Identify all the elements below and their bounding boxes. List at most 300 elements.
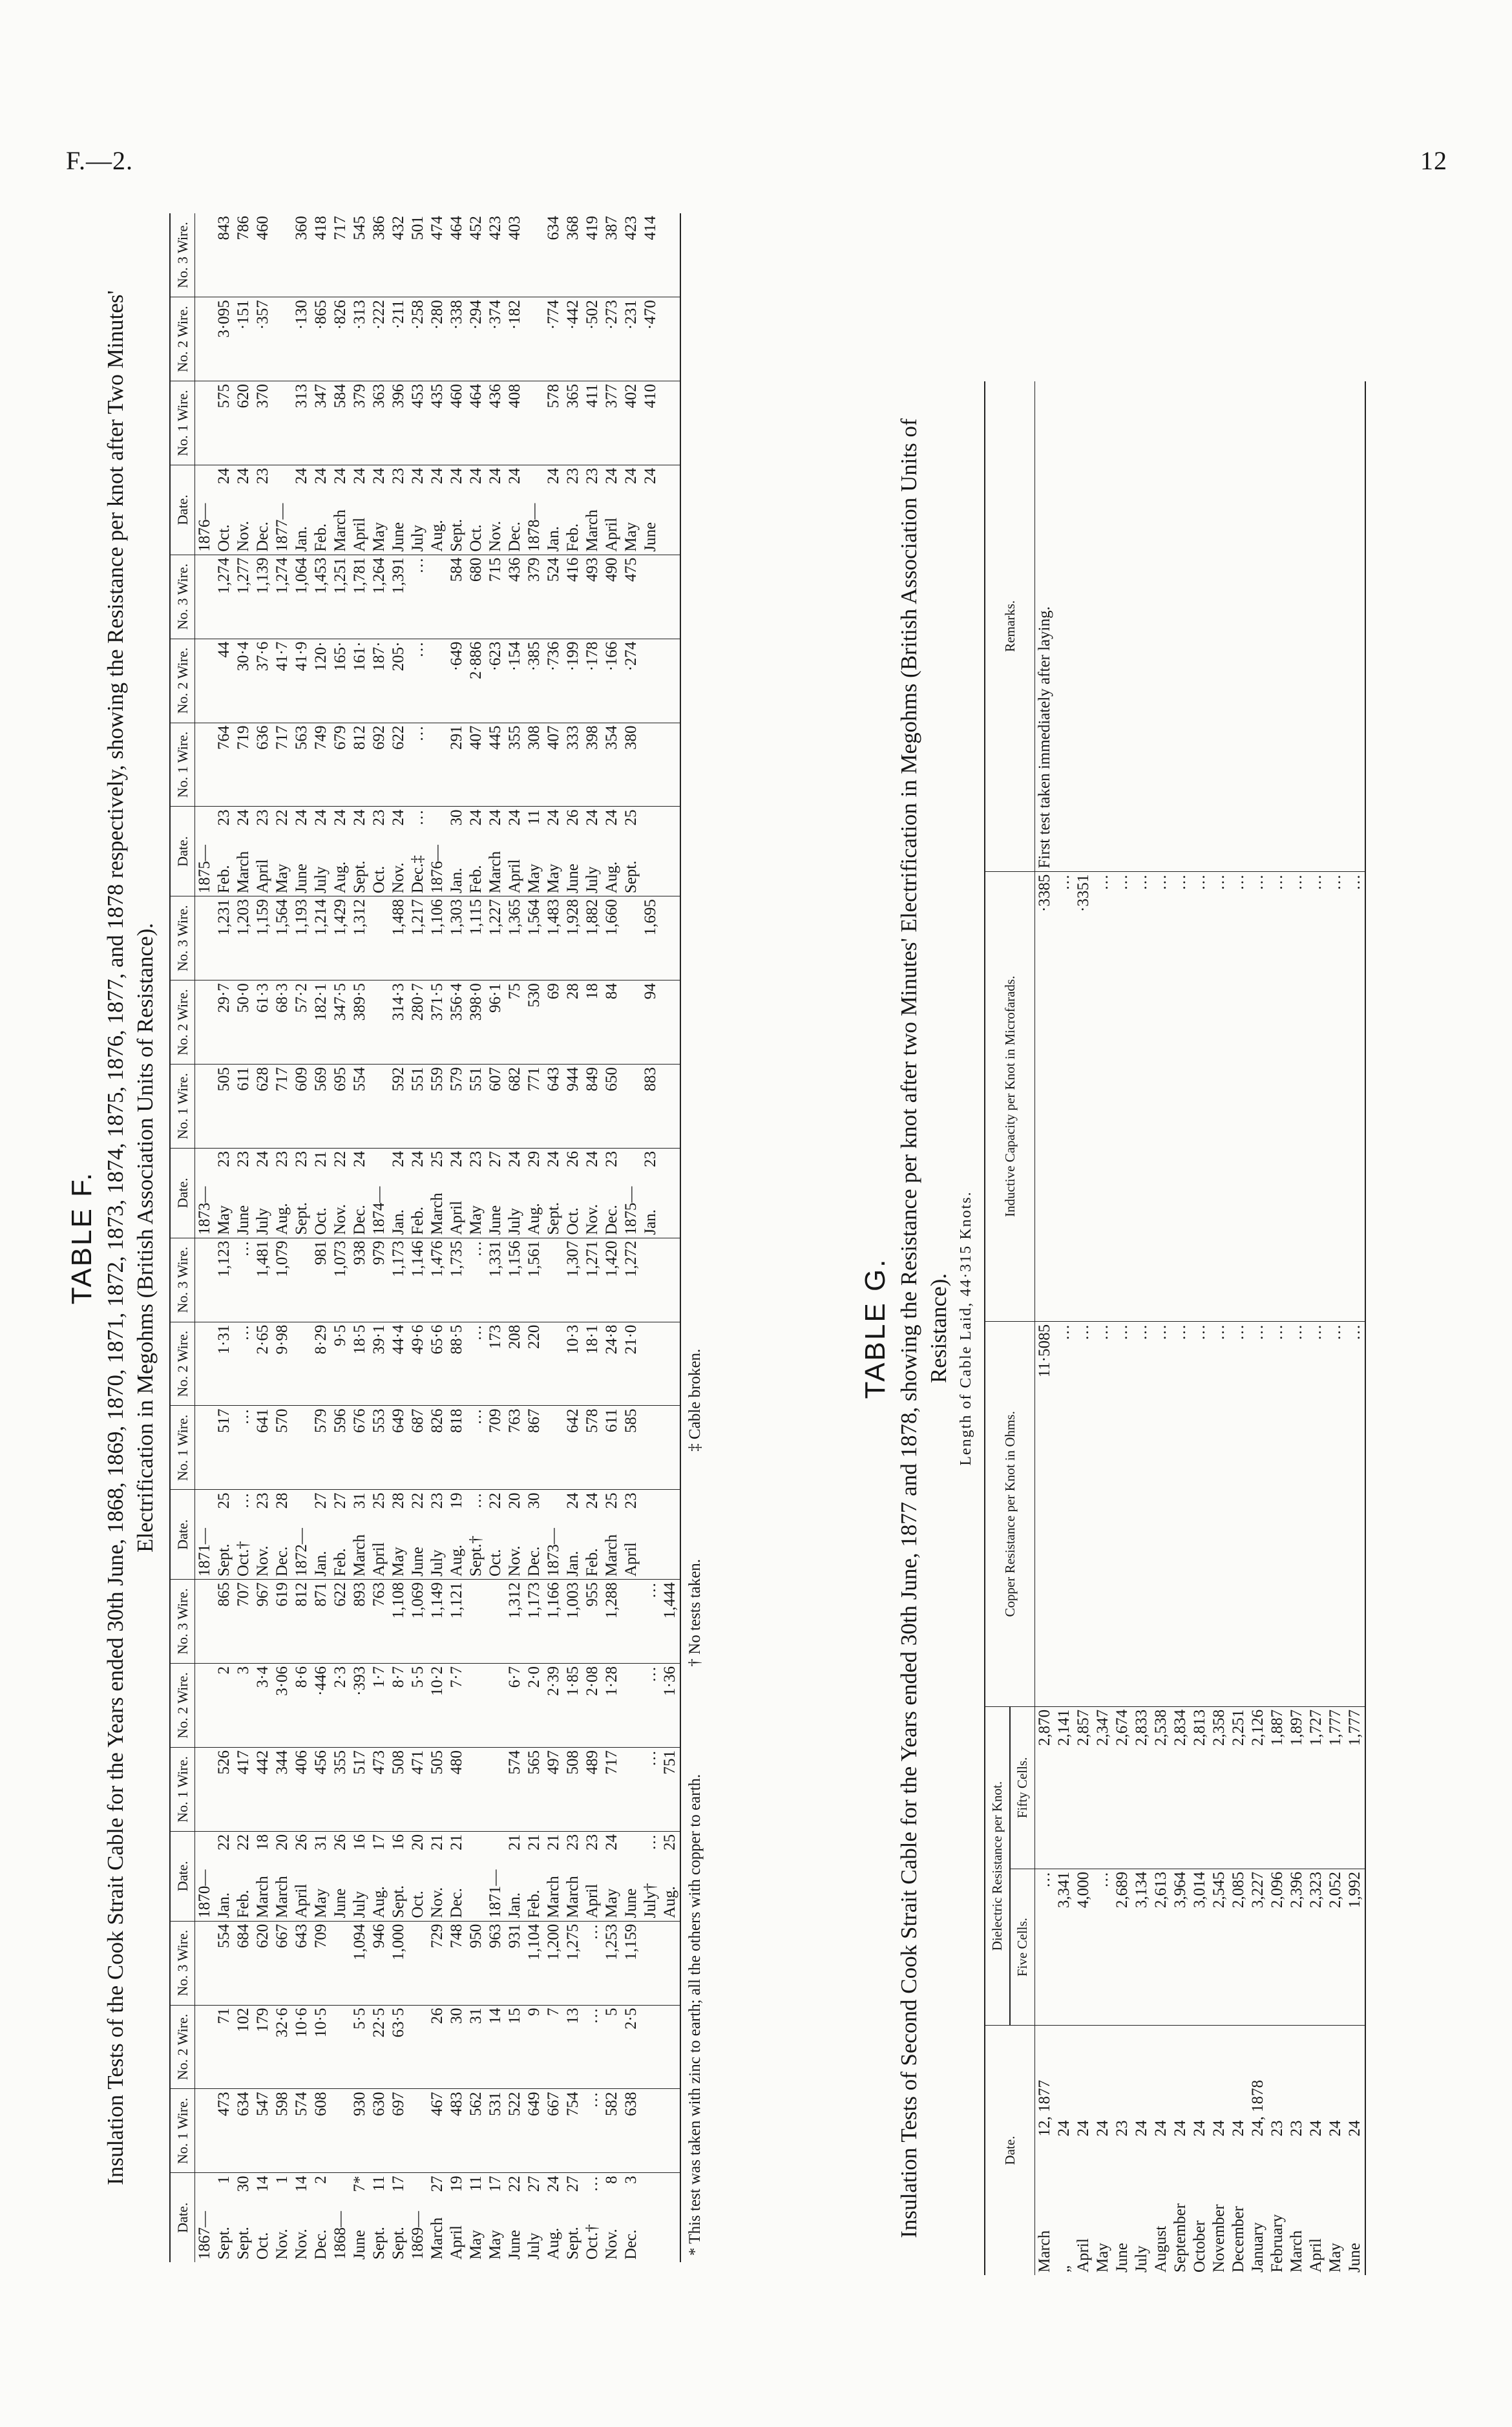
date-day [331, 2173, 350, 2199]
date-month: Sept. [389, 1857, 408, 1921]
wire-1-value: 649 [525, 2089, 544, 2173]
date-day: 24 [1230, 2120, 1247, 2137]
wire-3-value: 432 [389, 213, 408, 297]
wire-2-value: 280·7 [408, 980, 428, 1065]
date-month: Feb. [331, 1516, 350, 1580]
wire-3-value: 1,444 [660, 1580, 680, 1664]
wire-3-value: 1,173 [525, 1580, 544, 1664]
date-day: 7* [351, 2176, 368, 2192]
date-month: July [428, 1516, 447, 1580]
wire-1-value: 751 [660, 1747, 680, 1831]
date-month: July† [641, 1857, 660, 1921]
wire-2-value: 49·6 [408, 1322, 428, 1406]
wire-3-value: 493 [583, 555, 602, 639]
wire-1-value: 826 [428, 1406, 447, 1490]
page-header-left: F.—2. [66, 146, 134, 175]
date-month: April [447, 1174, 467, 1238]
table-f-section [66, 213, 815, 2262]
wire-2-value: ·446 [311, 1664, 331, 1748]
wire-1-value: 641 [253, 1406, 273, 1490]
wire-1-value: … [583, 2089, 602, 2173]
wire-2-value: 68·3 [273, 980, 292, 1065]
date-day: 24 [331, 809, 349, 826]
wire-3-value: 1,203 [234, 896, 253, 980]
wire-2-value [408, 2005, 428, 2089]
col-date: Date. [170, 807, 195, 896]
wire-1-value [331, 2089, 350, 2173]
wire-1-value: 609 [292, 1065, 311, 1149]
wire-1-value: 291 [447, 723, 467, 807]
date-month: May [370, 491, 389, 555]
date-month: July [1133, 2245, 1150, 2273]
date-day [292, 1490, 311, 1516]
date-month: Feb. [408, 1174, 428, 1238]
wire-3-value [428, 555, 447, 639]
wire-3-value: 1,251 [331, 555, 350, 639]
date-month: Sept. [235, 2227, 252, 2260]
table-row [544, 213, 563, 2262]
wire-3-value: 423 [622, 213, 641, 297]
date-month: Oct. [370, 832, 389, 896]
date-day: 21 [428, 1834, 446, 1850]
wire-2-value: 41·7 [273, 639, 292, 723]
date-month: Sept. [292, 1174, 311, 1238]
date-day: 25 [660, 1831, 680, 1857]
wire-3-value: 1,453 [311, 555, 331, 639]
date-day: 14 [293, 2176, 310, 2192]
inductive-value: … [1248, 871, 1268, 1321]
wire-2-value: ·273 [602, 297, 622, 381]
date-day: 23 [1268, 2120, 1286, 2137]
wire-1-value: 436 [486, 381, 505, 465]
date-day: 26 [293, 1834, 310, 1850]
five-cells-value: 2,052 [1326, 1869, 1345, 2025]
wire-1-value: 717 [273, 1065, 292, 1149]
wire-2-value: 179 [253, 2005, 273, 2089]
date-month: Jan. [641, 1174, 660, 1238]
wire-1-value: 396 [389, 381, 408, 465]
date-month: Nov. [428, 1857, 447, 1921]
date-month: Nov. [603, 2229, 620, 2260]
wire-3-value: 1,149 [428, 1580, 447, 1664]
date-day: 27 [525, 2176, 543, 2192]
wire-1-value: 453 [408, 381, 428, 465]
wire-1-value: 554 [350, 1065, 370, 1149]
date-day: 19 [448, 1492, 465, 1509]
wire-1-value: 377 [602, 381, 622, 465]
wire-1-value: 582 [602, 2089, 622, 2173]
wire-1-value: 410 [641, 381, 660, 465]
date-day: 24 [1307, 2120, 1325, 2137]
wire-1-value: 407 [467, 723, 486, 807]
wire-3-value [331, 1921, 350, 2005]
date-day: … [235, 1492, 252, 1509]
date-day: 20 [506, 1492, 523, 1509]
wire-3-value: 1,564 [273, 896, 292, 980]
date-day: … [467, 1492, 485, 1509]
date-day: 24 [545, 2176, 562, 2192]
wire-3-value: 717 [331, 213, 350, 297]
five-cells-value: … [1035, 1869, 1055, 2025]
wire-3-value: 464 [447, 213, 467, 297]
date-month: June [506, 2230, 523, 2260]
wire-3-value: 967 [253, 1580, 273, 1664]
wire-1-value [292, 1406, 311, 1490]
date-month: 1868— [331, 2211, 349, 2260]
date-month: Nov. [583, 1174, 602, 1238]
wire-2-value [331, 2005, 350, 2089]
date-day: 24 [448, 1150, 465, 1167]
date-day: 23 [293, 1150, 310, 1167]
wire-1-value: … [234, 1406, 253, 1490]
date-day [195, 807, 215, 832]
wire-1-value: 547 [253, 2089, 273, 2173]
wire-3-value: 545 [350, 213, 370, 297]
copper-value: … [1345, 1321, 1365, 1706]
wire-1-value: 522 [505, 2089, 525, 2173]
date-month: May [1327, 2243, 1344, 2273]
date-day: 24 [1327, 2120, 1344, 2137]
wire-1-value: 628 [253, 1065, 273, 1149]
wire-2-value: 7·7 [447, 1664, 467, 1748]
date-day: 24 [642, 467, 659, 484]
wire-1-value: 551 [408, 1065, 428, 1149]
date-day: 23 [564, 467, 582, 484]
wire-2-value: 3·06 [273, 1664, 292, 1748]
date-day: 21 [312, 1150, 330, 1167]
table-row [660, 213, 680, 2262]
wire-2-value: 10·5 [311, 2005, 331, 2089]
date-month: Dec. [253, 491, 273, 555]
wire-3-value: 684 [234, 1921, 253, 2005]
date-day: 22 [409, 1492, 426, 1509]
remarks-value [1307, 381, 1326, 871]
date-month: June [351, 2230, 368, 2260]
wire-2-value: 3 [234, 1664, 253, 1748]
wire-1-value: 930 [350, 2089, 370, 2173]
date-month: Dec. [273, 1516, 292, 1580]
wire-3-value: 1,274 [273, 555, 292, 639]
wire-1-value: 563 [292, 723, 311, 807]
date-month: 1876— [195, 491, 215, 555]
wire-2-value: 28 [563, 980, 583, 1065]
date-month: Aug. [273, 1174, 292, 1238]
wire-1-value: 692 [370, 723, 389, 807]
wire-3-value: 1,264 [370, 555, 389, 639]
date-day: 24 [487, 467, 504, 484]
date-month [467, 1857, 486, 1921]
date-month: April [1075, 2238, 1092, 2273]
wire-2-value: ·130 [292, 297, 311, 381]
date-day: 24 [370, 467, 388, 484]
wire-3-value: 931 [505, 1921, 525, 2005]
date-day: 27 [331, 1492, 349, 1509]
fifty-cells-value: 2,674 [1113, 1706, 1132, 1869]
wire-1-value: 370 [253, 381, 273, 465]
date-month: April [370, 1516, 389, 1580]
wire-1-value [195, 381, 215, 465]
remarks-value [1055, 381, 1074, 871]
copper-value: … [1229, 1321, 1248, 1706]
wire-2-value: 9·5 [331, 1322, 350, 1406]
date-day: 24 [254, 1150, 271, 1167]
col-copper: Copper Resistance per Knot in Ohms. [985, 1321, 1035, 1706]
wire-1-value [467, 1747, 486, 1831]
wire-2-value: 30·4 [234, 639, 253, 723]
date-month: Dec. [312, 2229, 330, 2260]
wire-2-value: 41·9 [292, 639, 311, 723]
five-cells-value: 3,964 [1171, 1869, 1190, 2025]
wire-1-value: 379 [350, 381, 370, 465]
date-day: 23 [467, 1150, 485, 1167]
wire-1-value: 344 [273, 1747, 292, 1831]
date-day: 26 [564, 1150, 582, 1167]
wire-3-value [486, 1580, 505, 1664]
date-month: Dec. [602, 1174, 622, 1238]
wire-3-value: … [234, 1238, 253, 1322]
wire-1-value: 717 [273, 723, 292, 807]
date-month: 1876— [428, 832, 447, 896]
wire-2-value: ·393 [350, 1664, 370, 1748]
date-month: Sept. [447, 491, 467, 555]
date-day: 11 [467, 2176, 485, 2192]
date-month: June [408, 1516, 428, 1580]
date-day: 12, 1877 [1036, 2080, 1053, 2137]
wire-2-value [195, 980, 215, 1065]
date-day: … [583, 2176, 601, 2192]
date-month: July [311, 832, 331, 896]
wire-2-value: 1·28 [602, 1664, 622, 1748]
wire-1-value: 584 [331, 381, 350, 465]
date-day: 21 [545, 1834, 562, 1850]
wire-3-value: 403 [505, 213, 525, 297]
wire-1-value: 575 [215, 381, 234, 465]
wire-1-value: 380 [622, 723, 641, 807]
date-month: April [583, 1857, 602, 1921]
fifty-cells-value: 1,897 [1287, 1706, 1307, 1869]
wire-1-value: 551 [467, 1065, 486, 1149]
date-day: 8 [603, 2176, 620, 2184]
wire-1-value: 354 [602, 723, 622, 807]
five-cells-value: 3,134 [1132, 1869, 1151, 2025]
wire-3-value: 619 [273, 1580, 292, 1664]
table-row [563, 213, 583, 2262]
footnote-zinc: * This test was taken with zinc to earth; all the others with copper to earth. [686, 1774, 704, 2256]
wire-3-value [408, 1921, 428, 2005]
wire-3-value: 1,003 [563, 1580, 583, 1664]
wire-1-value: 445 [486, 723, 505, 807]
date-month: Aug. [370, 1857, 389, 1921]
date-day: 24 [215, 467, 233, 484]
date-day: 22 [215, 1834, 233, 1850]
wire-1-value: 365 [563, 381, 583, 465]
table-row [253, 213, 273, 2262]
wire-3-value: 1,159 [253, 896, 273, 980]
wire-1-value: 642 [563, 1406, 583, 1490]
wire-1-value: 570 [273, 1406, 292, 1490]
wire-3-value [195, 213, 215, 297]
col-inductive: Inductive Capacity per Knot in Microfarads. [985, 871, 1035, 1321]
date-month: September [1171, 2203, 1189, 2273]
date-day: 24 [351, 467, 368, 484]
wire-3-value: 387 [602, 213, 622, 297]
wire-1-value: 643 [544, 1065, 563, 1149]
five-cells-value: 2,085 [1229, 1869, 1248, 2025]
date-month: June [1345, 2139, 1365, 2275]
remarks-value [1229, 381, 1248, 871]
date-day: 23 [254, 1492, 271, 1509]
wire-2-value: 9·98 [273, 1322, 292, 1406]
wire-2-value: 208 [505, 1322, 525, 1406]
wire-3-value [292, 1238, 311, 1322]
wire-3-value: 715 [486, 555, 505, 639]
date-day: 24 [1133, 2120, 1150, 2137]
date-day: 22 [235, 1834, 252, 1850]
date-month: April [622, 1516, 641, 1580]
wire-2-value: 29·7 [215, 980, 234, 1065]
date-month: August [1152, 2225, 1170, 2273]
wire-3-value: 452 [467, 213, 486, 297]
remarks-value [1171, 381, 1190, 871]
date-day: 24 [235, 809, 252, 826]
wire-2-value: ·211 [389, 297, 408, 381]
wire-2-value: ·623 [486, 639, 505, 723]
wire-3-value: 1,420 [602, 1238, 622, 1322]
date-day: 22 [331, 1150, 349, 1167]
wire-1-value: 608 [311, 2089, 331, 2173]
wire-2-value: ·385 [525, 639, 544, 723]
wire-2-value: 5 [602, 2005, 622, 2089]
col-five-cells: Five Cells. [1010, 1869, 1035, 2025]
remarks-value [1268, 381, 1287, 871]
wire-2-value: 71 [215, 2005, 234, 2089]
wire-3-value: 667 [273, 1921, 292, 2005]
table-row [1229, 381, 1248, 2275]
wire-2-value: 220 [525, 1322, 544, 1406]
wire-2-value [273, 297, 292, 381]
wire-1-value: 553 [370, 1406, 389, 1490]
date-day: 20 [273, 1834, 291, 1850]
date-day: 24 [583, 1150, 601, 1167]
wire-1-value: 634 [234, 2089, 253, 2173]
wire-2-value: ·231 [622, 297, 641, 381]
remarks-value [1345, 381, 1365, 871]
table-row [408, 213, 428, 2262]
date-day: 24 [487, 809, 504, 826]
date-month: Jan. [563, 1516, 583, 1580]
wire-2-value: 187· [370, 639, 389, 723]
wire-3-value: 1,272 [622, 1238, 641, 1322]
date-day [273, 465, 292, 491]
wire-2-value: 88·5 [447, 1322, 467, 1406]
wire-3-value: 1,312 [505, 1580, 525, 1664]
date-month: 1873— [544, 1516, 563, 1580]
wire-1-value: 687 [408, 1406, 428, 1490]
wire-1-value: 607 [486, 1065, 505, 1149]
wire-3-value: 707 [234, 1580, 253, 1664]
date-month: March [486, 832, 505, 896]
date-month: April [602, 491, 622, 555]
wire-2-value: 7 [544, 2005, 563, 2089]
table-row [292, 213, 311, 2262]
wire-1-value: 313 [292, 381, 311, 465]
date-month: July [505, 1174, 525, 1238]
wire-2-value: 10·3 [563, 1322, 583, 1406]
wire-1-value: 667 [544, 2089, 563, 2173]
date-month: March [428, 2217, 446, 2260]
copper-value: … [1287, 1321, 1307, 1706]
date-day: 24 [351, 1150, 368, 1167]
wire-3-value: 981 [311, 1238, 331, 1322]
date-day: 24 [467, 809, 485, 826]
date-day: 24 [409, 467, 426, 484]
wire-3-value: 1,781 [350, 555, 370, 639]
date-day: 25 [603, 1492, 620, 1509]
wire-1-value: 456 [311, 1747, 331, 1831]
date-day: 23 [1113, 2120, 1131, 2137]
wire-2-value: ·199 [563, 639, 583, 723]
date-month: 1875— [622, 1174, 641, 1238]
wire-1-value [486, 1747, 505, 1831]
wire-3-value: 1,227 [486, 896, 505, 980]
date-month: June [292, 832, 311, 896]
date-day: 23 [622, 1492, 640, 1509]
wire-1-value: 596 [331, 1406, 350, 1490]
date-month: March [602, 1516, 622, 1580]
fifty-cells-value: 2,141 [1055, 1706, 1074, 1869]
wire-1-value: 308 [525, 723, 544, 807]
wire-2-value: 69 [544, 980, 563, 1065]
wire-1-value: 849 [583, 1065, 602, 1149]
date-month: December [1230, 2206, 1247, 2273]
date-month: 1873— [195, 1174, 215, 1238]
date-day: 17 [487, 2176, 504, 2192]
date-month: July [408, 491, 428, 555]
date-month: Nov. [505, 1516, 525, 1580]
inductive-value: … [1132, 871, 1151, 1321]
date-day: 24 [467, 467, 485, 484]
date-month: June [563, 832, 583, 896]
table-row [1287, 381, 1307, 2275]
fifty-cells-value: 2,857 [1074, 1706, 1093, 1869]
date-month: Dec. [447, 1857, 467, 1921]
wire-1-value: 818 [447, 1406, 467, 1490]
date-month: March [350, 1516, 370, 1580]
wire-1-value [195, 723, 215, 807]
date-day: 14 [254, 2176, 271, 2192]
date-month: 1871— [195, 1516, 215, 1580]
date-day: 24 [312, 467, 330, 484]
date-day: 17 [390, 2176, 407, 2192]
date-day: 2 [312, 2176, 330, 2184]
date-day: 23 [215, 1150, 233, 1167]
fifty-cells-value: 1,777 [1345, 1706, 1365, 1869]
wire-3-value: 1,274 [215, 555, 234, 639]
wire-2-value: 2·886 [467, 639, 486, 723]
wire-3-value: 1,564 [525, 896, 544, 980]
col-wire-1: No. 1 Wire. [170, 1747, 195, 1831]
date-day: 19 [448, 2176, 465, 2192]
date-day: 24 [448, 467, 465, 484]
wire-3-value: 1,481 [253, 1238, 273, 1322]
wire-2-value: 31 [467, 2005, 486, 2089]
date-day: 24 [390, 809, 407, 826]
date-day [408, 2173, 428, 2199]
date-day: 24 [312, 809, 330, 826]
wire-3-value [195, 1921, 215, 2005]
wire-3-value: 843 [215, 213, 234, 297]
wire-2-value: ·338 [447, 297, 467, 381]
